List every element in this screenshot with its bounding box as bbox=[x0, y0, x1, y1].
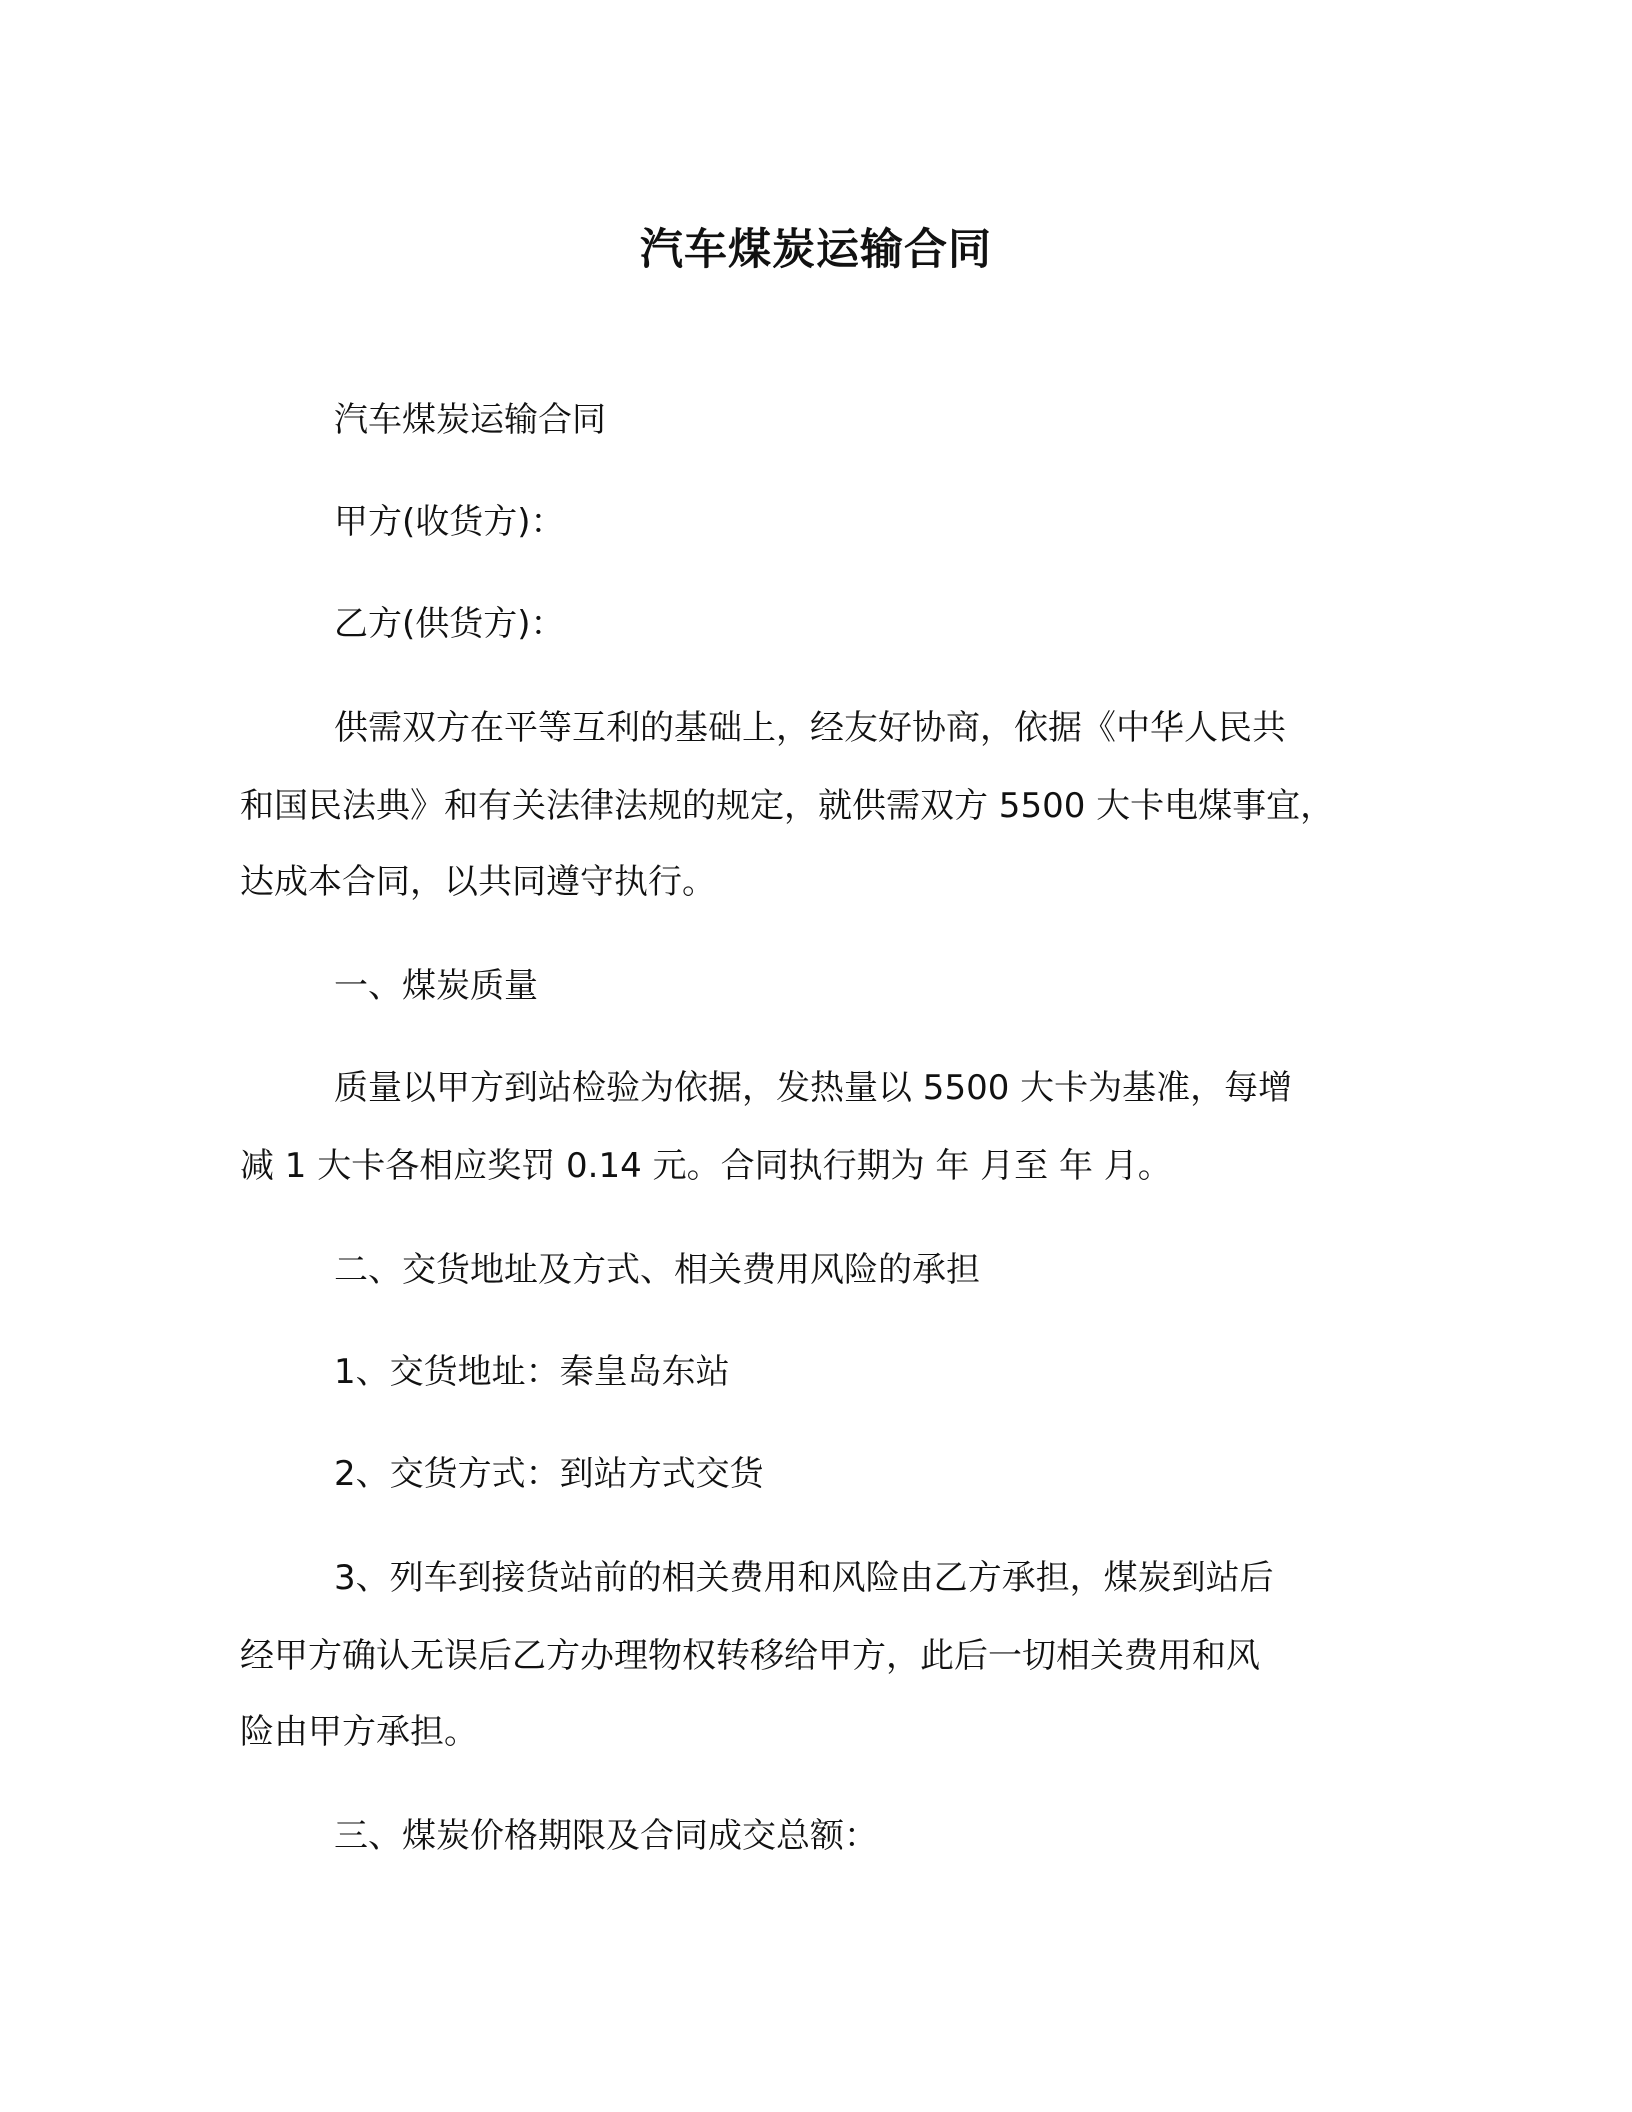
intro-line-1: 供需双方在平等互利的基础上，经友好协商，依据《中华人民共 bbox=[334, 708, 1286, 748]
section-1-line-1: 质量以甲方到站检验为依据，发热量以 5500 大卡为基准，每增 bbox=[334, 1068, 1293, 1108]
intro-line-3: 达成本合同，以共同遵守执行。 bbox=[240, 862, 716, 902]
section-2-item-3-line-3: 险由甲方承担。 bbox=[240, 1712, 478, 1752]
section-2-item-2: 2、交货方式：到站方式交货 bbox=[334, 1454, 764, 1494]
section-2-item-3-line-1: 3、列车到接货站前的相关费用和风险由乙方承担，煤炭到站后 bbox=[334, 1558, 1274, 1598]
party-b-line: 乙方(供货方)： bbox=[334, 604, 565, 644]
document-title: 汽车煤炭运输合同 bbox=[640, 225, 992, 275]
section-1-line-2: 减 1 大卡各相应奖罚 0.14 元。合同执行期为 年 月至 年 月。 bbox=[240, 1146, 1172, 1186]
section-2-item-3-line-2: 经甲方确认无误后乙方办理物权转移给甲方，此后一切相关费用和风 bbox=[240, 1636, 1260, 1676]
intro-line-2: 和国民法典》和有关法律法规的规定，就供需双方 5500 大卡电煤事宜， bbox=[240, 786, 1335, 826]
section-2-item-1: 1、交货地址：秦皇岛东站 bbox=[334, 1352, 730, 1392]
party-a-line: 甲方(收货方)： bbox=[334, 502, 565, 542]
section-3-heading: 三、煤炭价格期限及合同成交总额： bbox=[334, 1816, 878, 1856]
document-subtitle: 汽车煤炭运输合同 bbox=[334, 400, 606, 440]
section-2-heading: 二、交货地址及方式、相关费用风险的承担 bbox=[334, 1250, 980, 1290]
section-1-heading: 一、煤炭质量 bbox=[334, 966, 538, 1006]
